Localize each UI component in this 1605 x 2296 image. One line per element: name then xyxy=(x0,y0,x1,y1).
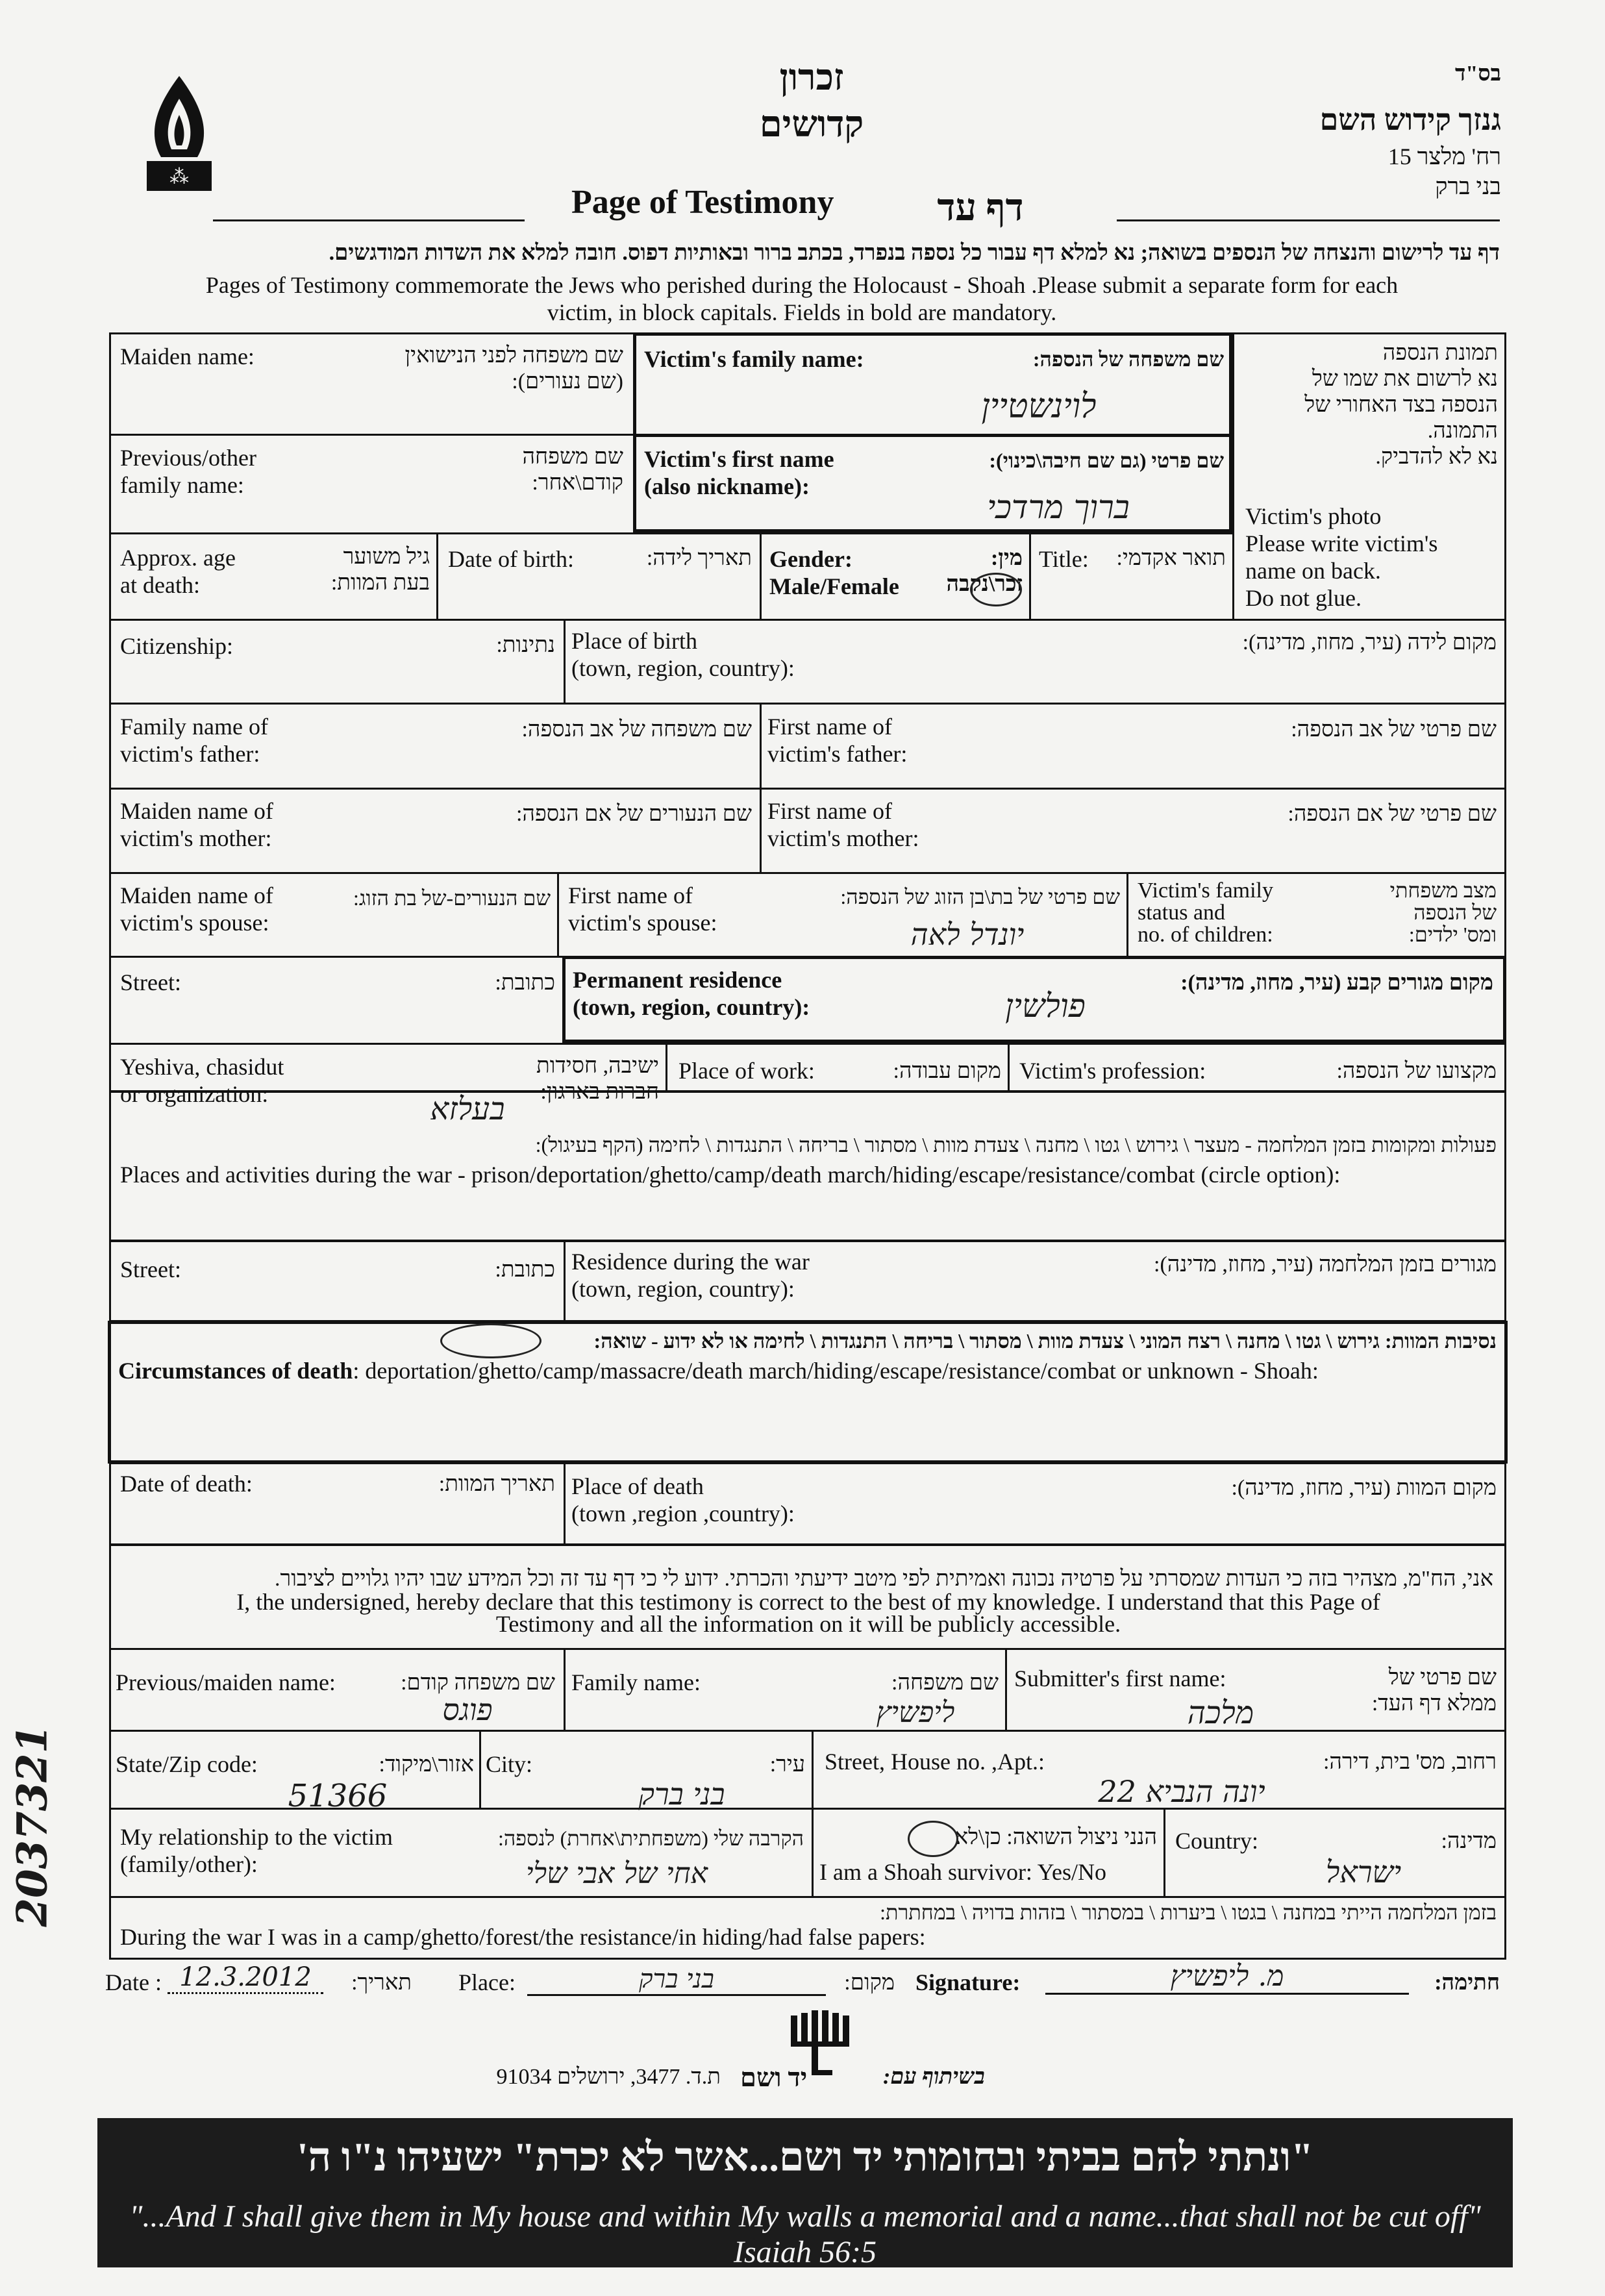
street-address-value[interactable]: יונה הנביא 22 xyxy=(1098,1774,1265,1809)
row-line xyxy=(109,872,1506,874)
permanent-residence-value[interactable]: פולשין xyxy=(1005,987,1086,1025)
relationship-label-he: הקרבה שלי (משפחתית\אחרת) לנספה: xyxy=(497,1827,804,1850)
row-line xyxy=(109,1648,1506,1650)
street-address-label: Street, House no. ,Apt.: xyxy=(825,1749,1045,1775)
declaration-he: אני, הח"מ, מצהיר בזה כי העדות שמסרתי על פרטיה נכונה ואמיתית לפי מיטב ידיעתי והכרתי. ידוע לי כי דף עד זה וכל המידע שבו יהיו גלויים לציבור. xyxy=(275,1567,1493,1591)
header-kedoshim: קדושים xyxy=(759,105,864,145)
family-status-label-he: מצב משפחתי של הנספה ומס' ילדים: xyxy=(1389,879,1497,946)
row-line xyxy=(109,1043,1506,1045)
intro-en-2: victim, in block capitals. Fields in bold are mandatory. xyxy=(547,299,1057,325)
war-residence-label-he: מגורים בזמן המלחמה (עיר, מחוז, מדינה): xyxy=(1154,1253,1497,1277)
profession-label: Victim's profession: xyxy=(1019,1058,1206,1084)
header-bsd: בס"ד xyxy=(1455,62,1501,86)
col-line xyxy=(666,1043,667,1092)
row-line xyxy=(109,788,1506,790)
col-line xyxy=(564,1648,566,1730)
row-line xyxy=(109,703,1506,705)
submitter-first-name-value[interactable]: מלכה xyxy=(1187,1695,1254,1731)
declaration-en-2: Testimony and all the information on it will be publicly accessible. xyxy=(495,1611,1121,1637)
header-zikaron: זכרון xyxy=(779,58,844,98)
place-of-death-label-he: מקום המוות (עיר, מחוז, מדינה): xyxy=(1231,1476,1497,1500)
gender-label: Gender: Male/Female xyxy=(769,546,899,599)
submitter-first-name-label-he: שם פרטי של ממלא דף העד: xyxy=(1371,1666,1497,1716)
submitter-family-name-label: Family name: xyxy=(571,1669,701,1695)
citizenship-label-he: נתינות: xyxy=(496,633,555,657)
header-title-en: Page of Testimony xyxy=(571,184,834,221)
col-line xyxy=(564,1240,566,1322)
place-label-he: מקום: xyxy=(844,1971,895,1995)
relationship-value[interactable]: אחי של אבי שלי xyxy=(525,1857,708,1890)
col-line xyxy=(812,1808,814,1896)
col-line xyxy=(1232,332,1234,619)
gender-male-circle[interactable] xyxy=(970,573,1022,606)
city-value[interactable]: בני ברק xyxy=(638,1777,725,1812)
quote-banner xyxy=(97,2118,1513,2267)
zip-code-value[interactable]: 51366 xyxy=(288,1778,388,1814)
declaration-en-1: I, the undersigned, hereby declare that this testimony is correct to the best of my knowledge. I understand that this Page of xyxy=(236,1589,1380,1615)
row-line xyxy=(109,1730,1506,1732)
war-street-label-he: כתובת: xyxy=(495,1258,555,1282)
mother-maiden-label-he: שם הנעורים של אם הנספה: xyxy=(516,802,752,826)
submitter-family-name-value[interactable]: ליפשיץ xyxy=(876,1696,955,1729)
place-label: Place: xyxy=(458,1969,516,1995)
spouse-first-label: First name of victim's spouse: xyxy=(568,882,717,936)
approx-age-label-he: גיל משוער בעת המוות: xyxy=(330,545,430,595)
title-label: Title: xyxy=(1039,546,1089,572)
col-line xyxy=(1163,1808,1165,1896)
col-line xyxy=(760,788,762,872)
photo-instructions-he: תמונת הנספה נא לרשום את שמו של הנספה בצד האחורי של התמונה. נא לא להדביק. xyxy=(1304,341,1498,469)
intro-he: דף עד לרישום והנצחה של הנספים בשואה; נא למלא דף עבור כל נספה בנפרד, בכתב ברור ובאותיות דפוס. חובה למלא את השדות המודגשים. xyxy=(329,241,1500,265)
header-address-street: רח' מלצר 15 xyxy=(1387,144,1501,169)
date-value[interactable]: 12.3.2012 xyxy=(168,1962,323,1994)
places-activities-label-he: פעולות ומקומות בזמן המלחמה - מעצר \ גירוש \ גטו \ מחנה \ צעדת מוות \ מסתור \ בריחה \ התנגדות \ לחימה (הקף בעיגול): xyxy=(535,1133,1497,1156)
photo-instructions-en: Victim's photo Please write victim's name on back. Do not glue. xyxy=(1245,503,1438,611)
father-first-label: First name of victim's father: xyxy=(767,714,908,767)
col-line xyxy=(1008,1043,1010,1092)
date-of-death-label-he: תאריך המוות: xyxy=(438,1472,555,1496)
circumstances-label: Circumstances of death: deportation/ghetto/camp/massacre/death march/hiding/escape/resistance/combat or unknown - Shoah: xyxy=(118,1358,1319,1384)
spouse-first-value[interactable]: יונדל לאה xyxy=(910,917,1025,952)
country-label-he: מדינה: xyxy=(1441,1829,1497,1853)
father-family-label-he: שם משפחה של אב הנספה: xyxy=(521,718,752,742)
victim-first-name-label: Victim's first name (also nickname): xyxy=(644,446,834,499)
submitter-prev-name-value[interactable]: פוגס xyxy=(442,1692,493,1727)
zip-code-label-he: אזור\מיקוד: xyxy=(379,1753,474,1777)
signature-label-he: חתימה: xyxy=(1434,1971,1500,1995)
header-address-city: בני ברק xyxy=(1435,173,1501,199)
col-line xyxy=(436,532,438,619)
header-org-name: גנזך קידוש השם xyxy=(1319,103,1501,136)
quote-he: "ונתתי להם בביתי ובחומותי יד ושם...אשר לא יכרת" ישעיהו נ"ו ה' xyxy=(297,2136,1313,2180)
zip-code-label: State/Zip code: xyxy=(116,1751,258,1777)
spouse-maiden-label: Maiden name of victim's spouse: xyxy=(120,882,273,936)
victim-first-name-label-he: שם פרטי (גם שם חיבה\כינוי): xyxy=(989,449,1224,472)
mother-maiden-label: Maiden name of victim's mother: xyxy=(120,798,273,851)
place-of-work-label-he: מקום עבודה: xyxy=(893,1059,1001,1083)
previous-family-name-label-he: שם משפחה קודם\אחר: xyxy=(522,445,623,495)
col-line xyxy=(564,619,566,703)
dob-label-he: תאריך לידה: xyxy=(646,546,752,570)
col-line xyxy=(760,532,762,619)
war-status-label: During the war I was in a camp/ghetto/forest/the resistance/in hiding/had false papers: xyxy=(120,1924,926,1950)
maiden-name-label-he: שם משפחה לפני הנישואין (שם נעורים): xyxy=(404,343,623,393)
col-line xyxy=(557,872,559,956)
col-line xyxy=(1126,872,1128,956)
previous-family-name-label: Previous/other family name: xyxy=(120,445,256,498)
col-line xyxy=(1029,532,1031,619)
dob-label: Date of birth: xyxy=(448,546,574,572)
country-label: Country: xyxy=(1175,1828,1259,1854)
spouse-first-label-he: שם פרטי של בת\בן הזוג של הנספה: xyxy=(840,885,1120,908)
intro-en-1: Pages of Testimony commemorate the Jews who perished during the Holocaust - Shoah .Please submit a separate form for each xyxy=(205,272,1399,298)
victim-family-name-label: Victim's family name: xyxy=(644,346,864,372)
victim-family-name-value[interactable]: לוינשטיין xyxy=(981,387,1097,426)
victim-family-name-label-he: שם משפחה של הנספה: xyxy=(1032,347,1224,371)
place-value[interactable]: בני ברק xyxy=(527,1964,826,1996)
yad-vashem-name: יד ושם xyxy=(740,2063,808,2092)
submitter-first-name-label: Submitter's first name: xyxy=(1014,1666,1226,1691)
cooperation-label: בשיתוף עם: xyxy=(883,2065,985,2089)
mother-first-label: First name of victim's mother: xyxy=(767,798,919,851)
family-status-label: Victim's family status and no. of children: xyxy=(1138,879,1273,947)
col-line xyxy=(564,1462,566,1545)
permanent-residence-label-he: מקום מגורים קבע (עיר, מחוז, מדינה): xyxy=(1180,971,1493,995)
street-label: Street: xyxy=(120,969,181,995)
survivor-label-he: הנני ניצול השואה: כן\לא xyxy=(954,1825,1157,1849)
profession-label-he: מקצועו של הנספה: xyxy=(1336,1059,1497,1083)
submitter-prev-name-label-he: שם משפחה קודם: xyxy=(401,1671,555,1695)
row-line xyxy=(109,532,1232,534)
country-value[interactable]: ישראל xyxy=(1325,1854,1402,1890)
col-line xyxy=(760,703,762,788)
permanent-residence-label: Permanent residence (town, region, country): xyxy=(573,967,810,1020)
place-of-death-label: Place of death (town ,region ,country): xyxy=(571,1473,795,1527)
signature-label: Signature: xyxy=(915,1969,1021,1995)
war-street-label: Street: xyxy=(120,1256,181,1282)
circumstances-label-he: נסיבות המוות: גירוש \ גטו \ מחנה \ רצח המוני \ צעדת מוות \ מסתור \ בריחה \ התנגדות \ לחימה או לא ידוע - שואה: xyxy=(593,1329,1497,1353)
place-of-work-label: Place of work: xyxy=(678,1058,815,1084)
war-residence-label: Residence during the war (town, region, country): xyxy=(571,1249,810,1302)
unknown-shoah-circle[interactable] xyxy=(440,1323,541,1358)
submitter-family-name-label-he: שם משפחה: xyxy=(891,1671,999,1695)
signature-value[interactable]: מ. ליפשיץ xyxy=(1045,1960,1409,1995)
place-of-birth-label: Place of birth (town, region, country): xyxy=(571,628,795,681)
date-of-death-label: Date of death: xyxy=(120,1471,253,1497)
survivor-no-circle[interactable] xyxy=(908,1821,958,1857)
spouse-maiden-label-he: שם הנעורים-של בת הזוג: xyxy=(353,886,551,910)
yeshiva-label-he: ישיבה, חסידות חברות בארגון: xyxy=(536,1054,659,1104)
place-of-birth-label-he: מקום לידה (עיר, מחוז, מדינה): xyxy=(1242,630,1497,655)
flame-logo xyxy=(142,73,217,196)
header-rule-left xyxy=(213,219,525,221)
header-rule-right xyxy=(1117,219,1500,221)
row-line xyxy=(109,619,1506,621)
maiden-name-label: Maiden name: xyxy=(120,343,255,369)
row-line xyxy=(633,434,1232,437)
col-line xyxy=(812,1730,814,1808)
title-label-he: תואר אקדמי: xyxy=(1116,546,1226,570)
places-activities-label: Places and activities during the war - prison/deportation/ghetto/camp/death march/hiding/escape/resistance/combat (circle option): xyxy=(120,1162,1341,1188)
row-line xyxy=(109,1896,1506,1898)
approx-age-label: Approx. age at death: xyxy=(120,545,236,598)
date-label-he: תאריך: xyxy=(351,1971,412,1995)
svg-text:⁂: ⁂ xyxy=(169,166,189,188)
survivor-label: I am a Shoah survivor: Yes/No xyxy=(819,1859,1106,1885)
city-label: City: xyxy=(486,1751,533,1777)
victim-first-name-value[interactable]: ברוך מרדכי xyxy=(987,488,1130,526)
col-line xyxy=(1005,1648,1007,1730)
col-line xyxy=(479,1730,481,1808)
street-address-label-he: רחוב, מס' בית, דירה: xyxy=(1323,1750,1497,1774)
submitter-prev-name-label: Previous/maiden name: xyxy=(116,1669,336,1695)
side-number: 2037321 xyxy=(8,1724,57,1927)
city-label-he: עיר: xyxy=(769,1753,805,1777)
quote-en: "...And I shall give them in My house and within My walls a memorial and a name...that shall not be cut off" Isaiah 56:5 xyxy=(129,2199,1481,2269)
mother-first-label-he: שם פרטי של אם הנספה: xyxy=(1288,802,1497,826)
date-label: Date : xyxy=(105,1969,162,1995)
yad-vashem-address: ת.ד. 3477, ירושלים 91034 xyxy=(496,2065,721,2089)
header-title-he: דף עד xyxy=(937,186,1024,229)
father-first-label-he: שם פרטי של אב הנספה: xyxy=(1291,718,1497,742)
yeshiva-value[interactable]: בעלזא xyxy=(430,1091,505,1127)
citizenship-label: Citizenship: xyxy=(120,633,233,659)
relationship-label: My relationship to the victim (family/other): xyxy=(120,1824,393,1877)
gender-label-he: מין: זכר\נקבה xyxy=(946,546,1023,596)
street-label-he: כתובת: xyxy=(495,971,555,995)
father-family-label: Family name of victim's father: xyxy=(120,714,268,767)
war-status-label-he: בזמן המלחמה הייתי במחנה \ בגטו \ ביערות \ במסתור \ בזהות בדויה \ במחתרת: xyxy=(880,1901,1497,1924)
yeshiva-label: Yeshiva, chasidut or organization: xyxy=(120,1054,284,1107)
